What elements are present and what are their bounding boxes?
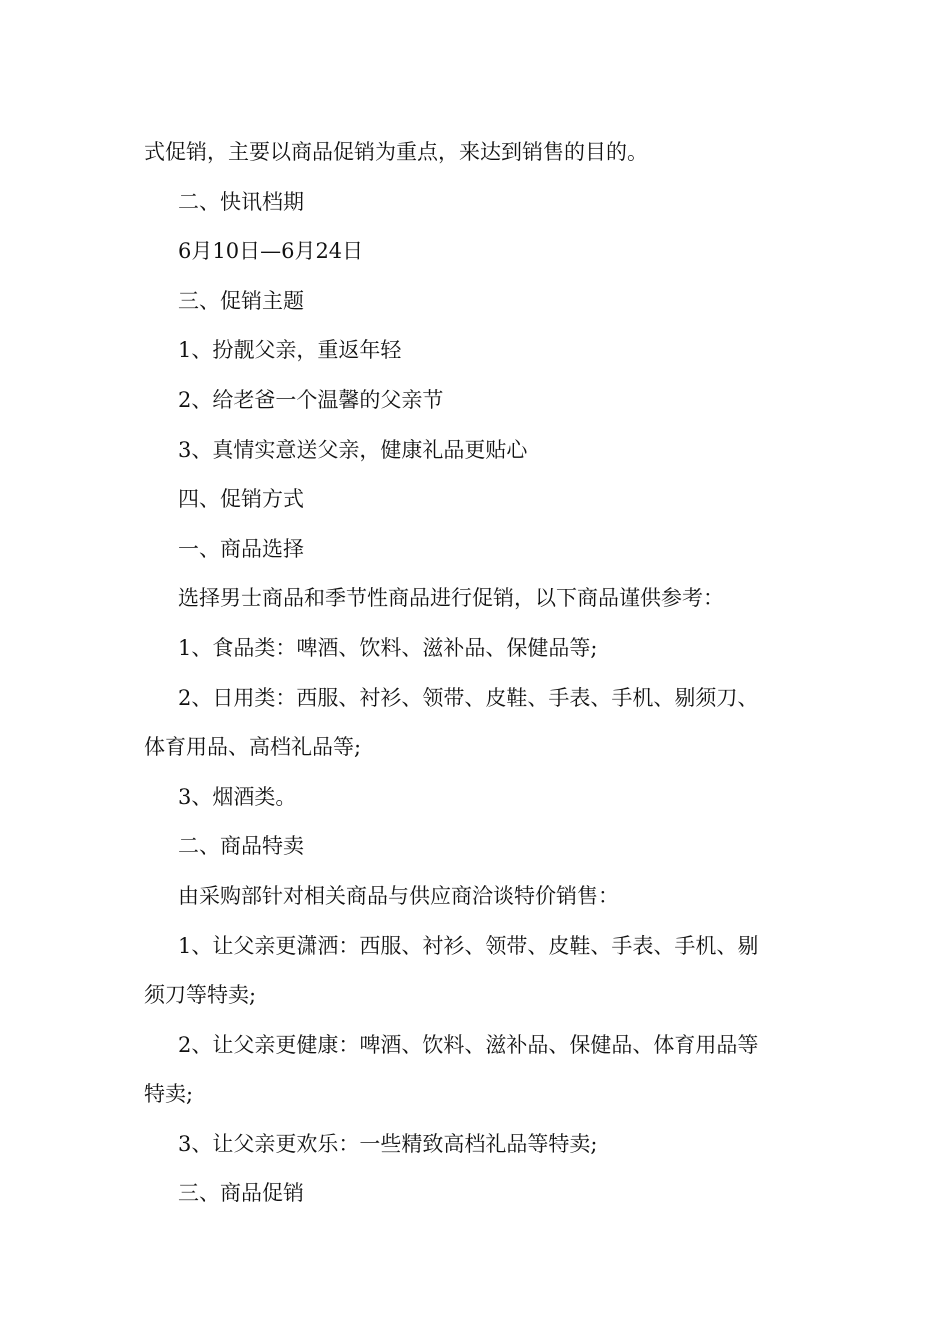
text-line: 由采购部针对相关商品与供应商洽谈特价销售：	[178, 883, 619, 908]
list-item: 1、让父亲更潇洒：西服、衬衫、领带、皮鞋、手表、手机、剔	[178, 933, 759, 958]
section-heading: 三、促销主题	[178, 288, 304, 313]
list-item-continuation: 特卖;	[144, 1082, 194, 1107]
list-item: 1、扮靓父亲，重返年轻	[178, 338, 402, 363]
list-item-continuation: 须刀等特卖;	[144, 983, 257, 1008]
document-body	[144, 128, 809, 1219]
subsection-heading: 二、商品特卖	[178, 834, 304, 859]
section-heading: 四、促销方式	[178, 487, 304, 512]
section-heading: 二、快讯档期	[178, 189, 304, 214]
list-item: 2、让父亲更健康：啤酒、饮料、滋补品、保健品、体育用品等	[178, 1032, 759, 1057]
text-line: 选择男士商品和季节性商品进行促销，以下商品谨供参考：	[178, 586, 724, 611]
list-item: 2、日用类：西服、衬衫、领带、皮鞋、手表、手机、剔须刀、	[178, 685, 759, 710]
text-line: 式促销，主要以商品促销为重点，来达到销售的目的。	[144, 140, 648, 164]
list-item: 3、让父亲更欢乐：一些精致高档礼品等特卖;	[178, 1131, 598, 1156]
text-line: 6月10日—6月24日	[178, 239, 364, 264]
list-item: 3、真情实意送父亲，健康礼品更贴心	[178, 437, 528, 462]
list-item-continuation: 体育用品、高档礼品等;	[144, 735, 362, 760]
list-item: 3、烟酒类。	[178, 784, 297, 809]
list-item: 2、给老爸一个温馨的父亲节	[178, 387, 444, 412]
list-item: 1、食品类：啤酒、饮料、滋补品、保健品等;	[178, 635, 598, 660]
subsection-heading: 三、商品促销	[178, 1181, 304, 1206]
subsection-heading: 一、商品选择	[178, 536, 304, 561]
